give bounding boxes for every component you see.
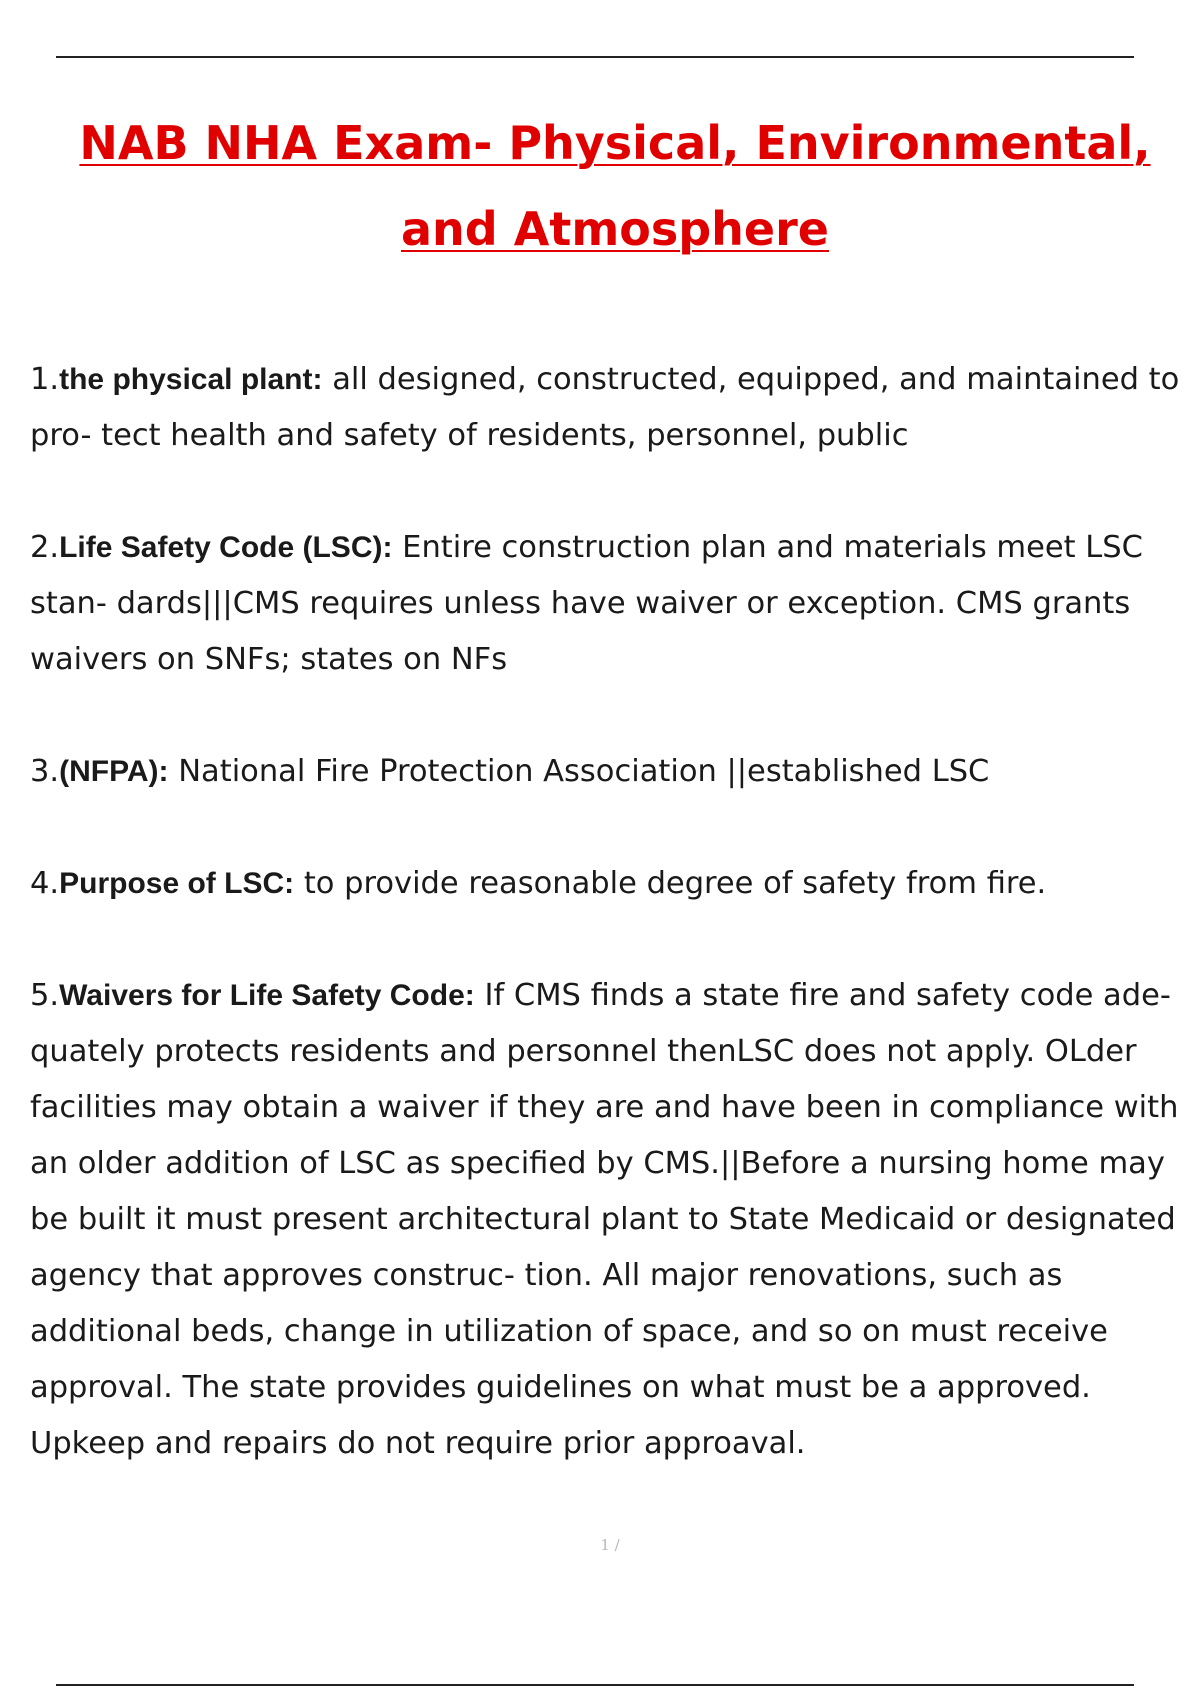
item-definition: all designed, constructed, equipped, and maintained to pro- tect health and safety of residents, personnel, public: [30, 362, 1180, 453]
item-term: Purpose of LSC:: [59, 867, 295, 900]
list-item: [30, 520, 1195, 688]
item-definition: to provide reasonable degree of safety from fire.: [303, 866, 1047, 901]
bottom-rule: [56, 1684, 1134, 1686]
list-item: [30, 744, 1195, 800]
item-number: 4.: [30, 866, 60, 901]
item-definition: Entire construction plan and materials meet LSC stan- dards|||CMS requires unless have waiver or exception. CMS grants waivers on SNFs; states on NFs: [30, 530, 1143, 677]
item-number: 2.: [30, 530, 60, 565]
list-item: [30, 968, 1195, 1472]
item-term: Waivers for Life Safety Code:: [59, 979, 475, 1012]
item-number: 1.: [30, 362, 60, 397]
item-term: (NFPA):: [59, 755, 169, 788]
document-title: NAB NHA Exam- Physical, Environmental, and Atmosphere: [79, 116, 1151, 256]
item-number: 3.: [30, 754, 60, 789]
list-item: [30, 856, 1195, 912]
list-item: [30, 352, 1195, 464]
item-definition: If CMS finds a state fire and safety code ade- quately protects residents and personnel thenLSC does not apply. OLder facilities may obtain a waiver if they are and have been in compliance with an older addition of LSC as specified by CMS.||Before a nursing home may be built it must present architectural plant to State Medicaid or designated agency that approves construc- tion. All major renovations, such as additional beds, change in utilization of space, and so on must receive approval. The state provides guidelines on what must be a approved. Upkeep and repairs do not require prior approaval.: [30, 978, 1179, 1461]
item-term: the physical plant:: [59, 363, 323, 396]
qa-list: [30, 352, 1195, 1528]
item-term: Life Safety Code (LSC):: [59, 531, 393, 564]
page-number: 1 /: [600, 1536, 620, 1554]
item-number: 5.: [30, 978, 60, 1013]
top-rule: [56, 56, 1134, 58]
item-definition: National Fire Protection Association ||established LSC: [178, 754, 990, 789]
